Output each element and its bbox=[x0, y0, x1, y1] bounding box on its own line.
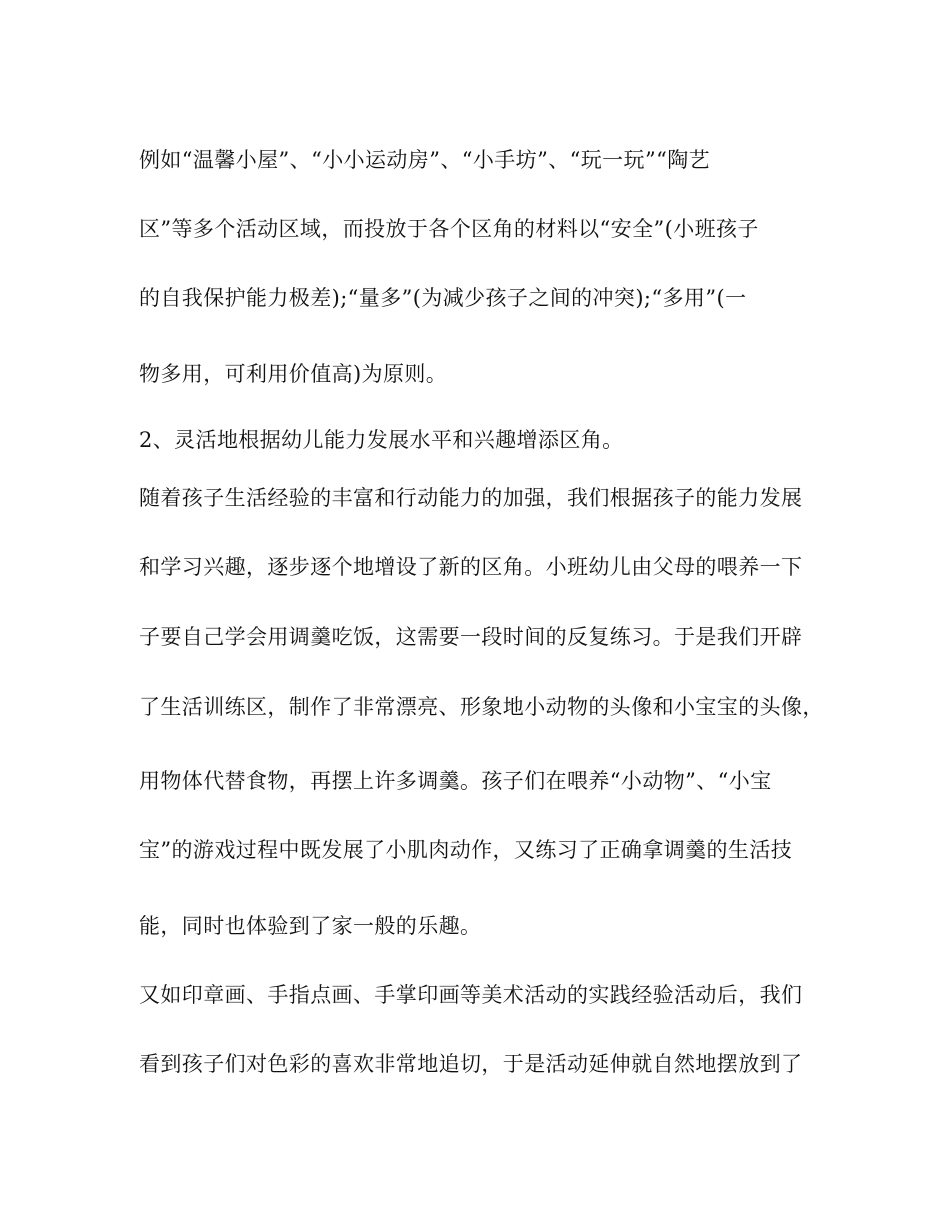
text-line: 用物体代替食物，再摆上许多调羹。孩子们在喂养“小动物”、“小宝 bbox=[139, 769, 772, 793]
section-heading: 2、灵活地根据幼儿能力发展水平和兴趣增添区角。 bbox=[139, 428, 624, 452]
text-line: 又如印章画、手指点画、手掌印画等美术活动的实践经验活动后，我们 bbox=[139, 983, 803, 1007]
text-line: 的自我保护能力极差);“量多”(为减少孩子之间的冲突);“多用”(一 bbox=[139, 286, 747, 310]
text-line: 了生活训练区，制作了非常漂亮、形象地小动物的头像和小宝宝的头像， bbox=[139, 695, 824, 719]
text-line: 能，同时也体验到了家一般的乐趣。 bbox=[139, 914, 482, 938]
text-line: 例如“温馨小屋”、“小小运动房”、“小手坊”、“玩一玩”“陶艺 bbox=[139, 148, 711, 172]
text-line: 子要自己学会用调羹吃饭，这需要一段时间的反复练习。于是我们开辟 bbox=[139, 625, 803, 649]
text-line: 看到孩子们对色彩的喜欢非常地追切，于是活动延伸就自然地摆放到了 bbox=[139, 1052, 803, 1076]
text-line: 宝”的游戏过程中既发展了小肌肉动作，又练习了正确拿调羹的生活技 bbox=[139, 838, 793, 862]
text-line: 随着孩子生活经验的丰富和行动能力的加强，我们根据孩子的能力发展 bbox=[139, 486, 803, 510]
text-line: 物多用，可利用价值高)为原则。 bbox=[139, 362, 448, 386]
text-line: 和学习兴趣，逐步逐个地增设了新的区角。小班幼儿由父母的喂养一下 bbox=[139, 555, 803, 579]
text-line: 区”等多个活动区域，而投放于各个区角的材料以“安全”(小班孩子 bbox=[139, 217, 759, 241]
